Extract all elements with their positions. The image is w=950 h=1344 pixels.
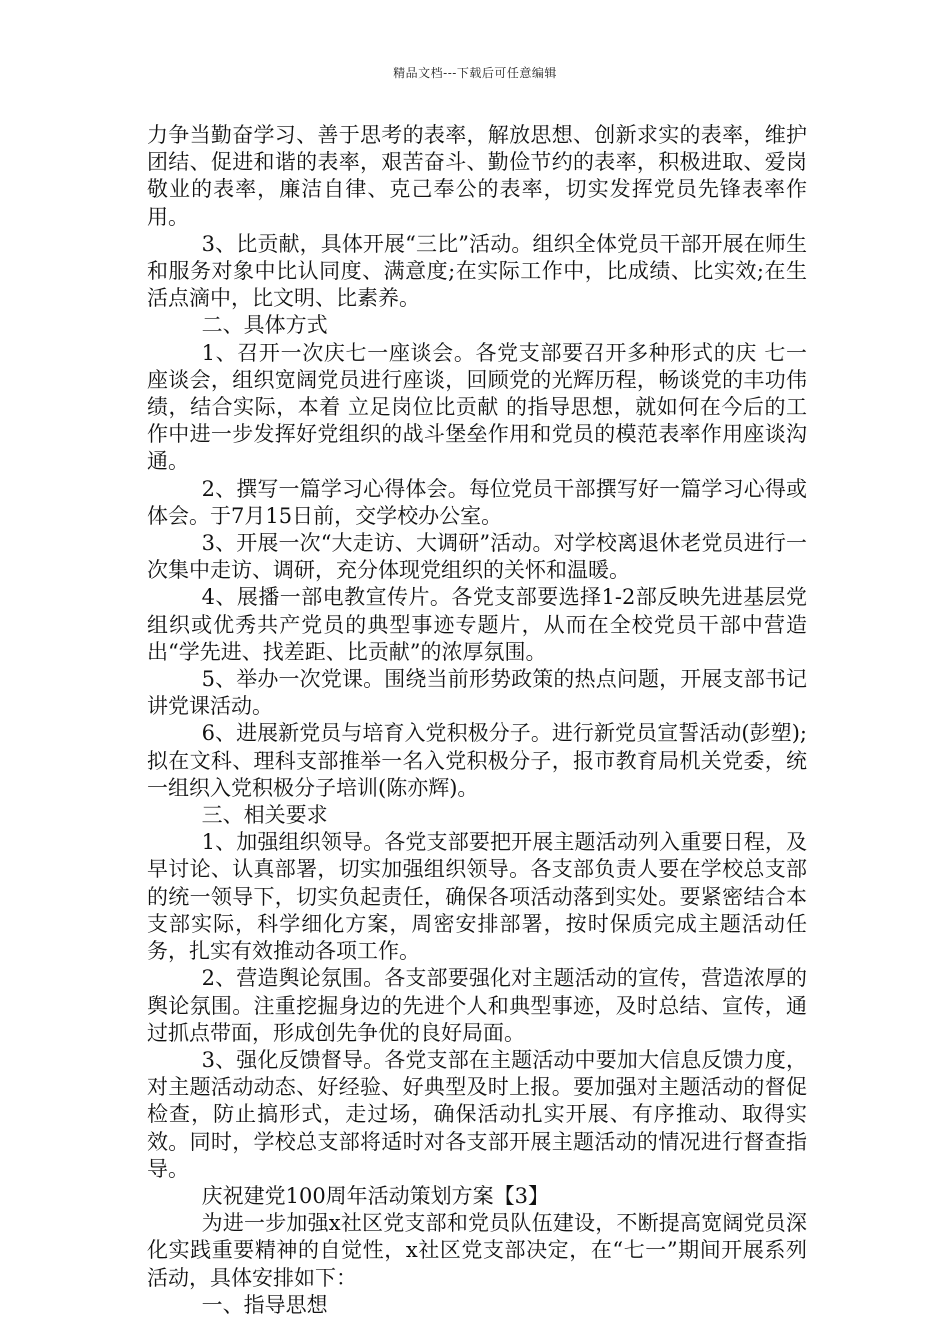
section-heading: 三、相关要求 bbox=[201, 803, 328, 828]
paragraph: 5、举办一次党课。围绕当前形势政策的热点问题，开展支部书记讲党课活动。 bbox=[147, 667, 807, 719]
paragraph: 3、开展一次“大走访、大调研”活动。对学校离退休老党员进行一次集中走访、调研，充分体现党组织的关怀和温暖。 bbox=[147, 531, 807, 583]
paragraph: 1、召开一次庆七一座谈会。各党支部要召开多种形式的庆 七一 座谈会，组织宽阔党员进行座谈，回顾党的光辉历程，畅谈党的丰功伟绩，结合实际，本着 立足岗位比贡献 的指导思想，就如何在今后的工作中进一步发挥好党组织的战斗堡垒作用和党员的模范表率作用座谈沟通。 bbox=[147, 340, 807, 474]
page-header: 精品文档---下载后可任意编辑 bbox=[393, 66, 557, 80]
document-body bbox=[147, 122, 807, 1319]
paragraph: 1、加强组织领导。各党支部要把开展主题活动列入重要日程，及早讨论、认真部署，切实加强组织领导。各支部负责人要在学校总支部的统一领导下，切实负起责任，确保各项活动落到实处。要紧密结合本支部实际，科学细化方案，周密安排部署，按时保质完成主题活动任务，扎实有效推动各项工作。 bbox=[147, 830, 807, 964]
paragraph: 为进一步加强x社区党支部和党员队伍建设，不断提高宽阔党员深化实践重要精神的自觉性，x社区党支部决定，在“七一”期间开展系列活动，具体安排如下： bbox=[147, 1211, 807, 1290]
paragraph: 4、展播一部电教宣传片。各党支部要选择1-2部反映先进基层党组织或优秀共产党员的典型事迹专题片，从而在全校党员干部中营造出“学先进、找差距、比贡献”的浓厚氛围。 bbox=[147, 585, 807, 664]
paragraph: 力争当勤奋学习、善于思考的表率，解放思想、创新求实的表率，维护团结、促进和谐的表率，艰苦奋斗、勤俭节约的表率，积极进取、爱岗敬业的表率，廉洁自律、克己奉公的表率，切实发挥党员先锋表率作用。 bbox=[147, 123, 807, 229]
document-title: 庆祝建党100周年活动策划方案【3】 bbox=[201, 1183, 550, 1208]
paragraph: 3、比贡献，具体开展“三比”活动。组织全体党员干部开展在师生和服务对象中比认同度、满意度;在实际工作中，比成绩、比实效;在生活点滴中，比文明、比素养。 bbox=[147, 231, 807, 311]
paragraph: 2、撰写一篇学习心得体会。每位党员干部撰写好一篇学习心得或体会。于7月15日前，交学校办公室。 bbox=[147, 476, 807, 528]
section-heading: 一、指导思想 bbox=[201, 1292, 328, 1317]
paragraph: 2、营造舆论氛围。各支部要强化对主题活动的宣传，营造浓厚的舆论氛围。注重挖掘身边的先进个人和典型事迹，及时总结、宣传，通过抓点带面，形成创先争优的良好局面。 bbox=[147, 966, 807, 1045]
section-heading: 二、具体方式 bbox=[201, 313, 328, 338]
paragraph: 3、强化反馈督导。各党支部在主题活动中要加大信息反馈力度，对主题活动动态、好经验、好典型及时上报。要加强对主题活动的督促检查，防止搞形式，走过场，确保活动扎实开展、有序推动、取得实效。同时，学校总支部将适时对各支部开展主题活动的情况进行督查指导。 bbox=[147, 1047, 807, 1181]
paragraph: 6、进展新党员与培育入党积极分子。进行新党员宣誓活动(彭塑);拟在文科、理科支部推举一名入党积极分子，报市教育局机关党委，统一组织入党积极分子培训(陈亦辉)。 bbox=[147, 721, 807, 800]
